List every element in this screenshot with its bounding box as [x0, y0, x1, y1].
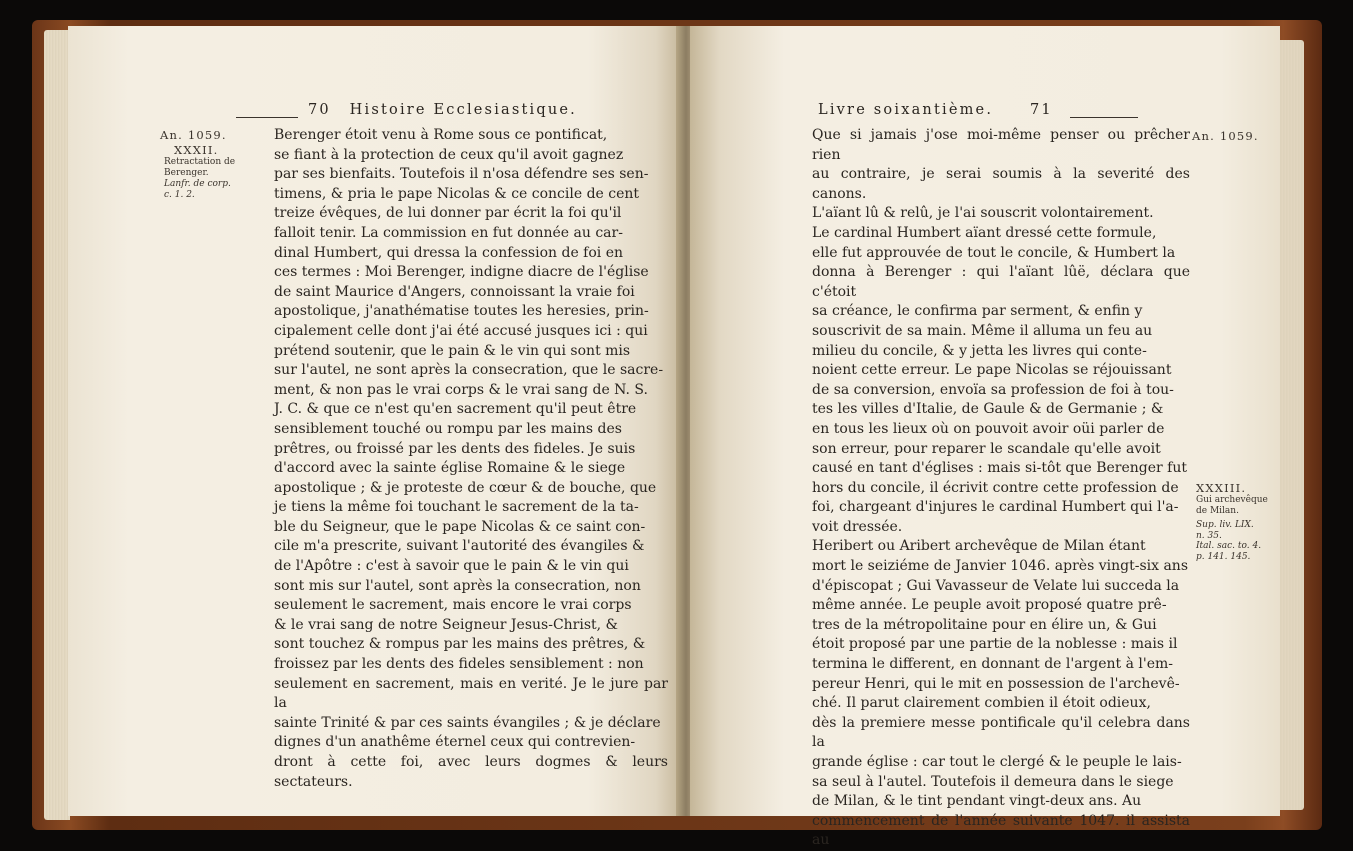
page-edges-left [44, 30, 70, 820]
left-margin-year: An. 1059. [160, 128, 227, 142]
left-page-header [308, 102, 577, 118]
left-running-title: Histoire Ecclesiastique. [349, 102, 577, 118]
right-running-title: Livre soixantième. [818, 102, 994, 118]
page-edges-right [1278, 40, 1304, 810]
right-body-text: Que si jamais j'ose moi-même penser ou prêcher rien au contraire, je serai soumis à la severité des canons. L'aïant lû & relû, je l'ai souscrit volontairement. Le cardinal Humbert aïant dressé cette formule, elle fut approuvée de tout le concile, & Humbert la donna à Berenger : qui l'aïant lûë, déclara que c'étoit sa créance, le confirma par serment, & enfin y souscrivit de sa main. Même il alluma un feu au milieu du concile, & y jetta les livres qui conte- noient cette erreur. Le pape Nicolas se réjouissant de sa conversion, envoïa sa profession de foi à tou- tes les villes d'Italie, de Gaule & de Germanie ; & en tous les lieux où on pouvoit avoir oüi parler de son erreur, pour reparer le scandale qu'elle avoit causé en tant d'églises : mais si-tôt que Berenger fut hors du concile, il écrivit contre cette profession de foi, chargeant d'injures le cardinal Humbert qui l'a- voit dressée. Heribert ou Aribert archevêque de Milan étant mort le seiziéme de Janvier 1046. après vingt-six ans d'épiscopat ; Gui Vavasseur de Velate lui succeda la même année. Le peuple avoit proposé quatre prê- tres de la métropolitaine pour en élire un, & Gui étoit proposé par une partie de la noblesse : mais il termina le different, en donnant de l'argent à l'em- pereur Henri, qui le mit en possession de l'archevê- ché. Il parut clairement combien il étoit odieux, dès la premiere messe pontificale qu'il celebra dans la grande église : car tout le clergé & le peuple le lais- sa seul à l'autel. Toutefois il demeura dans le siege de Milan, & le tint pendant vingt-deux ans. Au commencement de l'année suivante 1047. il assista au [812, 127, 1190, 849]
left-body-text: Berenger étoit venu à Rome sous ce pontificat, se fiant à la protection de ceux qu'il avoit gagnez par ses bienfaits. Toutefois il n'osa défendre ses sen- timens, & pria le pape Nicolas & ce concile de cent treize évêques, de lui donner par écrit la foi qu'il falloit tenir. La commission en fut donnée au car- dinal Humbert, qui dressa la confession de foi en ces termes : Moi Berenger, indigne diacre de l'église de saint Maurice d'Angers, connoissant la vraie foi apostolique, j'anathématise toutes les heresies, prin- cipalement celle dont j'ai été accusé jusques ici : qui prétend soutenir, que le pain & le vin qui sont mis sur l'autel, ne sont après la consecration, que le sacre- ment, & non pas le vrai corps & le vrai sang de N. S. J. C. & que ce n'est qu'en sacrement qu'il peut être sensiblement touché ou rompu par les mains des prêtres, ou froissé par les dents des fideles. Je suis d'accord avec la sainte église Romaine & le siege apostolique ; & je proteste de cœur & de bouche, que je tiens la même foi touchant le sacrement de la ta- ble du Seigneur, que le pape Nicolas & ce saint con- cile m'a prescrite, suivant l'autorité des évangiles & de l'Apôtre : c'est à savoir que le pain & le vin qui sont mis sur l'autel, sont après la consecration, non seulement le sacrement, mais encore le vrai corps & le vrai sang de notre Seigneur Jesus-Christ, & sont touchez & rompus par les mains des prêtres, & froissez par les dents des fideles sensiblement : non seulement en sacrement, mais en verité. Je le jure par la sainte Trinité & par ces saints évangiles ; & je déclare dignes d'un anathême éternel ceux qui contrevien- dront à cette foi, avec leurs dogmes & leurs sectateurs. [274, 127, 668, 790]
right-margin-reference: Sup. liv. LIX. n. 35. Ital. sac. to. 4. p. 141. 145. [1196, 520, 1262, 562]
right-page-number: 71 [1029, 102, 1053, 118]
header-rule-right [1070, 117, 1138, 118]
right-page [690, 26, 1280, 849]
left-margin-reference: Lanfr. de corp. c. 1. 2. [164, 179, 231, 200]
left-margin-section: XXXII. [174, 143, 219, 157]
right-margin-year: An. 1059. [1192, 129, 1259, 143]
left-margin-topic: Retractation de Berenger. [164, 157, 236, 178]
right-margin-topic: Gui archevêque de Milan. [1196, 495, 1268, 516]
header-rule-left [236, 117, 298, 118]
right-page-header [818, 102, 1053, 118]
left-page-number: 70 [308, 102, 331, 118]
right-margin-section: XXXIII. [1196, 481, 1247, 495]
left-page [68, 26, 680, 816]
